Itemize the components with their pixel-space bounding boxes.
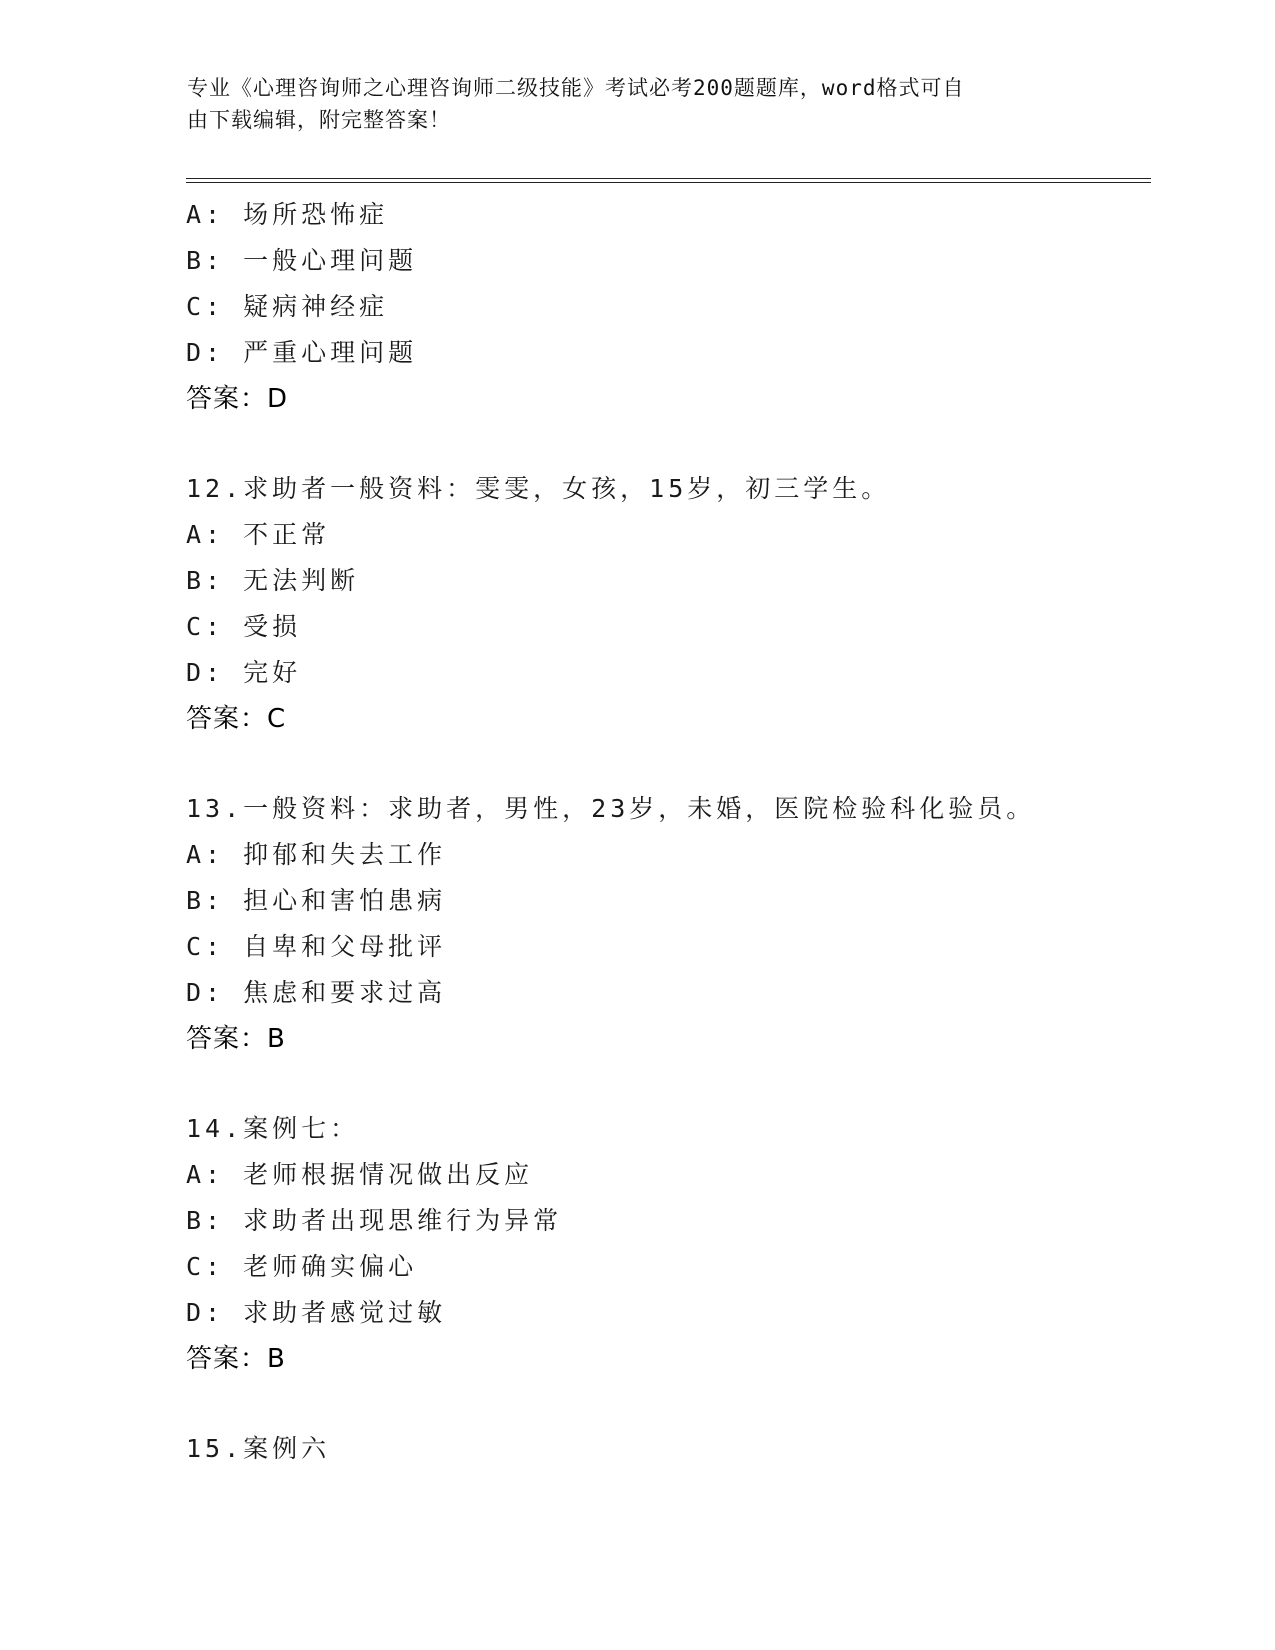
answer-line: 答案：D [186,384,289,414]
option-d: D: 焦虑和要求过高 [186,978,447,1007]
question-block-15 [186,1426,1146,1472]
question-list [186,192,1146,1472]
option-b: B: 一般心理问题 [186,246,418,275]
option-a: A: 不正常 [186,520,331,549]
header-line-1: 专业《心理咨询师之心理咨询师二级技能》考试必考200题题库，word格式可自 [187,76,965,100]
question-title: 14.案例七： [186,1114,360,1143]
header-divider-bottom [186,182,1151,183]
question-block-14 [186,1106,1146,1382]
option-d: D: 完好 [186,658,302,687]
option-b: B: 求助者出现思维行为异常 [186,1206,563,1235]
answer-line: 答案：B [186,1344,286,1374]
option-c: C: 老师确实偏心 [186,1252,418,1281]
option-a: A: 抑郁和失去工作 [186,840,447,869]
option-a: A: 场所恐怖症 [186,200,389,229]
question-title: 15.案例六 [186,1434,331,1463]
question-block-12 [186,466,1146,742]
option-a: A: 老师根据情况做出反应 [186,1160,534,1189]
question-block-11 [186,192,1146,422]
option-b: B: 无法判断 [186,566,360,595]
option-c: C: 自卑和父母批评 [186,932,447,961]
question-title: 12.求助者一般资料：雯雯，女孩，15岁，初三学生。 [186,474,891,503]
document-header [187,72,1067,136]
answer-line: 答案：B [186,1024,286,1054]
option-d: D: 严重心理问题 [186,338,418,367]
answer-line: 答案：C [186,704,287,734]
question-title: 13.一般资料：求助者，男性，23岁，未婚，医院检验科化验员。 [186,794,1036,823]
question-block-13 [186,786,1146,1062]
option-c: C: 受损 [186,612,302,641]
option-b: B: 担心和害怕患病 [186,886,447,915]
option-c: C: 疑病神经症 [186,292,389,321]
option-d: D: 求助者感觉过敏 [186,1298,447,1327]
header-divider-top [186,178,1151,179]
header-line-2: 由下载编辑，附完整答案！ [187,108,451,132]
